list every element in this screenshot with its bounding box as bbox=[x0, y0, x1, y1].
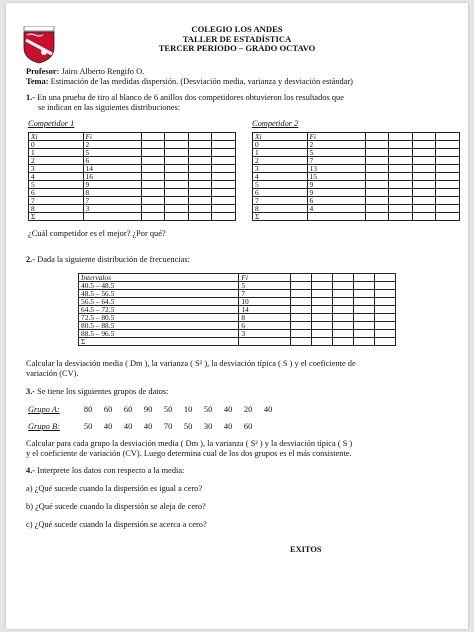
empty-cell bbox=[374, 282, 395, 290]
empty-cell bbox=[212, 181, 236, 189]
empty-cell bbox=[412, 189, 436, 197]
empty-cell bbox=[412, 141, 436, 149]
value-cell: 5 bbox=[253, 181, 308, 189]
frequency-cell: 9 bbox=[307, 181, 365, 189]
group-value: 50 bbox=[163, 405, 173, 414]
empty-cell bbox=[436, 213, 460, 221]
empty-cell bbox=[141, 197, 165, 205]
empty-cell bbox=[412, 165, 436, 173]
empty-cell bbox=[389, 173, 413, 181]
empty-cell bbox=[188, 149, 212, 157]
table-row bbox=[253, 197, 460, 205]
empty-cell bbox=[212, 213, 236, 221]
empty-cell bbox=[333, 290, 354, 298]
empty-cell bbox=[333, 274, 354, 282]
q1-line1 bbox=[26, 93, 344, 102]
q4-item-c: c) ¿Qué sucede cuando la dispersión se acerca a cero? bbox=[26, 520, 207, 529]
empty-cell bbox=[141, 165, 165, 173]
table-row bbox=[253, 165, 460, 173]
column-header: Intervalos bbox=[79, 274, 239, 282]
empty-cell bbox=[389, 165, 413, 173]
workshop-title: TALLER DE ESTADÍSTICA bbox=[182, 33, 292, 44]
value-cell: 7 bbox=[253, 197, 308, 205]
empty-cell bbox=[312, 290, 333, 298]
empty-cell bbox=[212, 133, 236, 141]
empty-cell bbox=[436, 157, 460, 165]
q4-item-a: a) ¿Qué sucede cuando la dispersión es igual a cero? bbox=[26, 484, 203, 493]
empty-cell bbox=[212, 141, 236, 149]
empty-cell bbox=[188, 205, 212, 213]
group-b-values bbox=[78, 422, 258, 431]
empty-cell bbox=[212, 189, 236, 197]
table-row bbox=[253, 189, 460, 197]
value-cell: 1 bbox=[253, 149, 308, 157]
empty-cell bbox=[389, 205, 413, 213]
group-value: 40 bbox=[223, 405, 233, 414]
empty-cell bbox=[436, 149, 460, 157]
value-cell: 1 bbox=[29, 149, 84, 157]
empty-cell bbox=[188, 173, 212, 181]
empty-cell bbox=[354, 314, 375, 322]
empty-cell bbox=[212, 197, 236, 205]
group-value: 90 bbox=[143, 405, 153, 414]
table-row bbox=[29, 149, 236, 157]
frequency-distribution-table bbox=[78, 273, 396, 346]
group-value: 40 bbox=[123, 422, 133, 431]
empty-cell bbox=[333, 330, 354, 338]
empty-cell bbox=[312, 306, 333, 314]
empty-cell bbox=[212, 205, 236, 213]
column-header: Xi bbox=[29, 133, 84, 141]
group-a-values bbox=[78, 405, 278, 414]
frequency-cell: 4 bbox=[307, 205, 365, 213]
q4-number: 4.- bbox=[26, 466, 36, 475]
school-name: COLEGIO LOS ANDES bbox=[191, 24, 283, 34]
frequency-cell: 10 bbox=[239, 298, 291, 306]
interval-cell: 40.5 – 48.5 bbox=[79, 282, 239, 290]
empty-cell bbox=[389, 133, 413, 141]
frequency-cell: 8 bbox=[239, 314, 291, 322]
value-cell: 8 bbox=[29, 205, 84, 213]
empty-cell bbox=[365, 165, 389, 173]
empty-cell bbox=[165, 141, 189, 149]
competitor-2-table bbox=[252, 132, 460, 221]
group-value: 60 bbox=[103, 405, 113, 414]
empty-cell bbox=[365, 141, 389, 149]
group-a-label: Grupo A: bbox=[28, 405, 60, 414]
interval-cell: 72.5 – 80.5 bbox=[79, 314, 239, 322]
q3-calc-1: Calcular para cada grupo la desviación media ( Dm ), la varianza ( S² ) y la desviación típica ( S ) bbox=[26, 439, 353, 448]
table-row bbox=[29, 181, 236, 189]
empty-cell bbox=[165, 213, 189, 221]
empty-cell bbox=[212, 157, 236, 165]
table-row bbox=[29, 205, 236, 213]
empty-cell bbox=[365, 213, 389, 221]
q2-line bbox=[26, 255, 190, 264]
empty-cell bbox=[333, 314, 354, 322]
interval-cell: 88.5 – 96.5 bbox=[79, 330, 239, 338]
empty-cell bbox=[365, 157, 389, 165]
group-value: 30 bbox=[203, 422, 213, 431]
group-value: 20 bbox=[243, 405, 253, 414]
empty-cell bbox=[365, 181, 389, 189]
table-row bbox=[29, 157, 236, 165]
empty-cell bbox=[312, 314, 333, 322]
empty-cell bbox=[291, 298, 312, 306]
frequency-cell: 5 bbox=[307, 149, 365, 157]
empty-cell bbox=[374, 314, 395, 322]
table-row bbox=[253, 205, 460, 213]
empty-cell bbox=[436, 189, 460, 197]
empty-cell bbox=[354, 290, 375, 298]
competitor-1-title: Competidor 1 bbox=[28, 119, 75, 128]
group-value: 40 bbox=[223, 422, 233, 431]
table-row bbox=[253, 141, 460, 149]
frequency-cell: 9 bbox=[307, 189, 365, 197]
empty-cell bbox=[374, 338, 395, 346]
empty-cell bbox=[354, 306, 375, 314]
value-cell: 6 bbox=[253, 189, 308, 197]
table-row bbox=[79, 330, 396, 338]
frequency-cell: 7 bbox=[83, 197, 141, 205]
group-b-row bbox=[28, 422, 258, 431]
empty-cell bbox=[333, 298, 354, 306]
value-cell: 4 bbox=[29, 173, 84, 181]
empty-cell bbox=[165, 197, 189, 205]
frequency-cell: 8 bbox=[83, 189, 141, 197]
frequency-cell: 7 bbox=[307, 157, 365, 165]
empty-cell bbox=[354, 282, 375, 290]
empty-cell bbox=[188, 197, 212, 205]
topic-label: Tema: bbox=[26, 77, 49, 86]
q2-calc-text-1: Calcular la desviación media ( Dm ), la varianza ( S² ), la desviación típica ( S ) y el coeficiente de bbox=[26, 359, 356, 368]
table-row bbox=[253, 181, 460, 189]
empty-cell bbox=[412, 149, 436, 157]
frequency-cell: 5 bbox=[239, 282, 291, 290]
empty-cell bbox=[188, 181, 212, 189]
empty-cell bbox=[389, 197, 413, 205]
table-header-row bbox=[79, 274, 396, 282]
empty-cell bbox=[412, 205, 436, 213]
interval-cell: 56.5 – 64.5 bbox=[79, 298, 239, 306]
group-value: 40 bbox=[143, 422, 153, 431]
empty-cell bbox=[165, 165, 189, 173]
topic-line bbox=[26, 77, 353, 86]
empty-cell bbox=[436, 197, 460, 205]
empty-cell bbox=[389, 189, 413, 197]
value-cell: 3 bbox=[253, 165, 308, 173]
column-header: Fi bbox=[307, 133, 365, 141]
empty-cell bbox=[291, 282, 312, 290]
empty-cell bbox=[188, 141, 212, 149]
group-value: 60 bbox=[123, 405, 133, 414]
empty-cell bbox=[365, 197, 389, 205]
empty-cell bbox=[365, 189, 389, 197]
frequency-cell: 15 bbox=[307, 173, 365, 181]
empty-cell bbox=[188, 213, 212, 221]
q4-text: Interprete los datos con respecto a la media: bbox=[37, 466, 185, 475]
interval-cell: 48.5 – 56.5 bbox=[79, 290, 239, 298]
empty-cell bbox=[374, 290, 395, 298]
frequency-cell: 14 bbox=[83, 165, 141, 173]
q3-line bbox=[26, 387, 168, 396]
empty-cell bbox=[412, 133, 436, 141]
empty-cell bbox=[291, 314, 312, 322]
q3-calc-2: y el coeficiente de variación (CV). Luego determina cual de los dos grupos es el más consistente. bbox=[26, 449, 352, 458]
empty-cell bbox=[374, 298, 395, 306]
empty-cell bbox=[412, 157, 436, 165]
value-cell: 0 bbox=[29, 141, 84, 149]
frequency-cell: 6 bbox=[239, 322, 291, 330]
interval-cell: 64.5 – 72.5 bbox=[79, 306, 239, 314]
frequency-cell: 3 bbox=[239, 330, 291, 338]
value-cell: 2 bbox=[29, 157, 84, 165]
table-row bbox=[29, 189, 236, 197]
table-row bbox=[29, 165, 236, 173]
frequency-cell: 7 bbox=[239, 290, 291, 298]
empty-cell bbox=[291, 306, 312, 314]
empty-cell bbox=[374, 306, 395, 314]
value-cell: 2 bbox=[253, 157, 308, 165]
column-header: Fi bbox=[239, 274, 291, 282]
teacher-line bbox=[26, 67, 144, 76]
q3-text: Se tiene los siguientes grupos de datos: bbox=[37, 387, 169, 396]
frequency-cell: 9 bbox=[83, 181, 141, 189]
group-b-label: Grupo B: bbox=[28, 422, 60, 431]
q4-line bbox=[26, 466, 184, 475]
school-header bbox=[6, 25, 468, 54]
empty-cell bbox=[312, 282, 333, 290]
empty-cell bbox=[165, 157, 189, 165]
empty-cell bbox=[374, 274, 395, 282]
empty-cell bbox=[333, 282, 354, 290]
column-header: Xi bbox=[253, 133, 308, 141]
frequency-cell: 3 bbox=[83, 205, 141, 213]
empty-cell bbox=[188, 133, 212, 141]
group-value: 50 bbox=[203, 405, 213, 414]
empty-cell bbox=[365, 205, 389, 213]
empty-cell bbox=[141, 157, 165, 165]
frequency-cell: 16 bbox=[83, 173, 141, 181]
empty-cell bbox=[333, 306, 354, 314]
q4-item-b: b) ¿Qué sucede cuando la dispersión se aleja de cero? bbox=[26, 502, 206, 511]
empty-cell bbox=[389, 141, 413, 149]
empty-cell bbox=[389, 157, 413, 165]
table-row bbox=[29, 173, 236, 181]
empty-cell bbox=[291, 290, 312, 298]
empty-cell bbox=[333, 338, 354, 346]
empty-cell bbox=[291, 274, 312, 282]
empty-cell bbox=[389, 213, 413, 221]
empty-cell bbox=[141, 149, 165, 157]
frequency-cell: 2 bbox=[307, 141, 365, 149]
q3-number: 3.- bbox=[26, 387, 36, 396]
empty-cell bbox=[436, 133, 460, 141]
group-value: 50 bbox=[183, 422, 193, 431]
q1-text-2: se indican en las siguientes distribuciones: bbox=[38, 103, 181, 112]
sum-symbol: Σ bbox=[253, 213, 308, 221]
value-cell: 6 bbox=[29, 189, 84, 197]
value-cell: 7 bbox=[29, 197, 84, 205]
frequency-cell: 14 bbox=[239, 306, 291, 314]
empty-cell bbox=[412, 173, 436, 181]
empty-cell bbox=[165, 133, 189, 141]
empty-cell bbox=[188, 189, 212, 197]
group-value: 60 bbox=[243, 422, 253, 431]
frequency-cell: 5 bbox=[83, 149, 141, 157]
q2-text: Dada la siguiente distribución de frecuencias: bbox=[37, 255, 190, 264]
q1-question: ¿Cuál competidor es el mejor? ¿Por qué? bbox=[28, 229, 166, 238]
table-header-row bbox=[253, 133, 460, 141]
table-row bbox=[79, 290, 396, 298]
empty-cell bbox=[436, 205, 460, 213]
empty-cell bbox=[212, 149, 236, 157]
empty-cell bbox=[365, 173, 389, 181]
table-row bbox=[79, 322, 396, 330]
frequency-cell: 2 bbox=[83, 141, 141, 149]
teacher-label: Profesor: bbox=[26, 67, 60, 76]
empty-cell bbox=[354, 322, 375, 330]
table-row bbox=[29, 141, 236, 149]
table-row bbox=[253, 173, 460, 181]
value-cell: 8 bbox=[253, 205, 308, 213]
empty-cell bbox=[312, 274, 333, 282]
table-row bbox=[253, 157, 460, 165]
value-cell: 3 bbox=[29, 165, 84, 173]
group-value: 80 bbox=[83, 405, 93, 414]
empty-cell bbox=[312, 330, 333, 338]
q2-number: 2.- bbox=[26, 255, 36, 264]
sum-symbol: Σ bbox=[79, 338, 239, 346]
competitor-2-title: Competidor 2 bbox=[252, 119, 299, 128]
q2-calc-1 bbox=[26, 359, 356, 368]
empty-cell bbox=[389, 149, 413, 157]
empty-cell bbox=[354, 338, 375, 346]
table-row bbox=[79, 298, 396, 306]
empty-cell bbox=[333, 322, 354, 330]
empty-cell bbox=[436, 181, 460, 189]
empty-cell bbox=[436, 141, 460, 149]
empty-cell bbox=[412, 213, 436, 221]
empty-cell bbox=[365, 133, 389, 141]
empty-cell bbox=[412, 181, 436, 189]
table-row bbox=[79, 314, 396, 322]
frequency-cell: 6 bbox=[83, 157, 141, 165]
empty-cell bbox=[291, 338, 312, 346]
document-page bbox=[6, 3, 468, 629]
closing-text: EXITOS bbox=[290, 545, 322, 554]
empty-cell bbox=[188, 157, 212, 165]
empty-cell bbox=[312, 338, 333, 346]
empty-cell bbox=[188, 165, 212, 173]
interval-cell: 80.5 – 88.5 bbox=[79, 322, 239, 330]
sum-row bbox=[253, 213, 460, 221]
empty-cell bbox=[212, 165, 236, 173]
frequency-cell: 13 bbox=[307, 165, 365, 173]
empty-cell bbox=[165, 149, 189, 157]
empty-cell bbox=[165, 205, 189, 213]
sum-symbol: Σ bbox=[29, 213, 84, 221]
q1-number: 1.- bbox=[26, 93, 36, 102]
empty-cell bbox=[389, 181, 413, 189]
topic-text: Estimación de las medidas dispersión. (Desviación media, varianza y desviación estándar) bbox=[50, 77, 353, 86]
frequency-cell: 6 bbox=[307, 197, 365, 205]
q1-text-1: En una prueba de tiro al blanco de 6 anillos dos competidores obtuvieron los resultados que bbox=[37, 93, 344, 102]
empty-cell bbox=[165, 181, 189, 189]
value-cell: 5 bbox=[29, 181, 84, 189]
empty-cell bbox=[165, 173, 189, 181]
group-value: 10 bbox=[183, 405, 193, 414]
teacher-name: Jairo Alberto Rengifo O. bbox=[61, 67, 145, 76]
empty-cell bbox=[212, 173, 236, 181]
column-header: Fi bbox=[83, 133, 141, 141]
empty-cell bbox=[354, 274, 375, 282]
empty-cell bbox=[312, 322, 333, 330]
sum-row bbox=[29, 213, 236, 221]
empty-cell bbox=[291, 322, 312, 330]
table-row bbox=[79, 282, 396, 290]
group-a-row bbox=[28, 405, 278, 414]
empty-cell bbox=[141, 213, 165, 221]
empty-cell bbox=[83, 213, 141, 221]
empty-cell bbox=[354, 330, 375, 338]
table-row bbox=[29, 197, 236, 205]
group-value: 40 bbox=[103, 422, 113, 431]
group-value: 40 bbox=[263, 405, 273, 414]
group-value: 70 bbox=[163, 422, 173, 431]
empty-cell bbox=[141, 133, 165, 141]
empty-cell bbox=[141, 173, 165, 181]
table-header-row bbox=[29, 133, 236, 141]
empty-cell bbox=[141, 181, 165, 189]
sum-row bbox=[79, 338, 396, 346]
value-cell: 4 bbox=[253, 173, 308, 181]
empty-cell bbox=[374, 322, 395, 330]
empty-cell bbox=[436, 165, 460, 173]
value-cell: 0 bbox=[253, 141, 308, 149]
group-value: 50 bbox=[83, 422, 93, 431]
q2-calc-2: variación (CV). bbox=[26, 369, 79, 378]
empty-cell bbox=[365, 149, 389, 157]
empty-cell bbox=[307, 213, 365, 221]
empty-cell bbox=[141, 189, 165, 197]
empty-cell bbox=[291, 330, 312, 338]
period-title: TERCER PERIODO – GRADO OCTAVO bbox=[158, 43, 316, 54]
empty-cell bbox=[141, 141, 165, 149]
table-row bbox=[79, 306, 396, 314]
empty-cell bbox=[412, 197, 436, 205]
competitor-1-table bbox=[28, 132, 236, 221]
empty-cell bbox=[141, 205, 165, 213]
empty-cell bbox=[312, 298, 333, 306]
empty-cell bbox=[374, 330, 395, 338]
table-row bbox=[253, 149, 460, 157]
empty-cell bbox=[354, 298, 375, 306]
empty-cell bbox=[165, 189, 189, 197]
empty-cell bbox=[436, 173, 460, 181]
empty-cell bbox=[239, 338, 291, 346]
